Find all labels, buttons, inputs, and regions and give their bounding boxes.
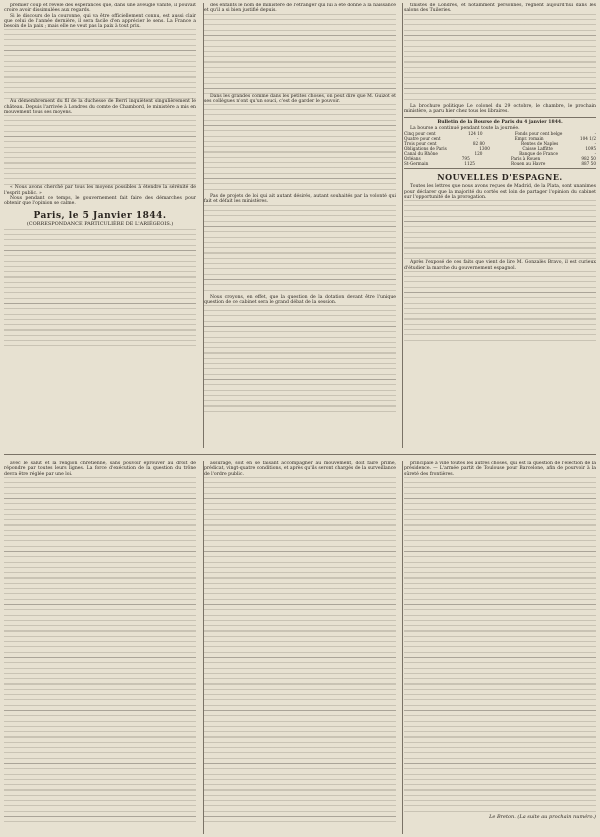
bourse-cell: Canal du Rhône <box>404 151 438 157</box>
column-rule <box>402 3 403 448</box>
paragraph: tinistes de Londres, et notamment personnes, regnent aujourd'hui dans les salons des Tuileries. <box>404 3 596 14</box>
bourse-row <box>404 161 596 166</box>
body-text-block <box>404 14 596 104</box>
bourse-cell: Orléans <box>404 156 421 162</box>
paragraph: des enfants le nom de ministère de l'étranger qui lui a été donné à la naissance et qu'il a si bien justifié depuis. <box>204 3 396 14</box>
bourse-cell: Empr. romain <box>514 136 544 142</box>
paragraph: Au démembrement du fil de la duchesse de Berri inquiètent singulièrement le château. Depuis l'arrivée à Londres du comte de Chambord, le ministère a mis en mouvement tous ses moyens. <box>4 99 196 116</box>
paragraph: avec le salut et la religion chrétienne, sans pouvoir éprouver au droit de répondre par toutes leurs lignes. La force d'exécution de la question du trône devra être réglée par une loi. <box>4 461 196 477</box>
bourse-cell: Banque de France <box>519 151 558 157</box>
bourse-cell: - <box>594 131 596 137</box>
column-rule <box>203 461 204 834</box>
body-text-block <box>404 271 596 341</box>
bourse-cell: 1300 <box>479 146 490 152</box>
bourse-cell: 887 50 <box>581 161 596 167</box>
bourse-cell: 1095 <box>585 146 596 152</box>
bourse-cell: 82 80 <box>472 141 485 147</box>
quote-paragraph: « Nous avons cherché par tous les moyens possibles à étendre la sérénité de l'esprit public. » <box>4 185 196 196</box>
bourse-title: Bulletin de la Bourse de Paris du 4 janvier 1844. <box>437 120 563 126</box>
paragraph: Si le discours de la couronne, qui va être officiellement connu, est aussi clair que celui de l'année dernière, il sera facile d'en apprécier le sens. La France a besoin de la paix ; mais elle ne veut pas la paix à tout prix. <box>4 13 196 30</box>
bourse-cell: Rentes de Naples <box>521 141 559 147</box>
column-2 <box>204 3 396 448</box>
body-text-block <box>404 200 596 260</box>
paragraph: Toutes les lettres que nous avons reçues de Madrid, de la Plata, sont unanimes pour déclarer que la majorité du cortès est loin de partager l'opinion du cabinet sur l'opportunité de la prorogation. <box>404 184 596 201</box>
body-text-block <box>404 477 596 812</box>
bourse-cell: Trois pour cent <box>404 141 437 147</box>
body-text-block <box>204 205 396 295</box>
dateline: Paris, le 5 Janvier 1844. (CORRESPONDANCE PARTICULIÈRE DE L'ARIÉGEOIS.) <box>26 210 174 227</box>
bourse-cell: Obligations de Paris <box>404 146 447 152</box>
body-text-block <box>4 477 196 827</box>
paragraph: Nous croyons, en effet, que la question de la dotation devant être l'unique question de ce cabinet sera le grand débat de la session. <box>204 294 396 306</box>
bourse-cell: - <box>594 141 596 147</box>
bourse-cell: Fonds pour cent belge <box>514 131 563 137</box>
body-text-block <box>204 14 396 94</box>
top-columns <box>4 3 596 448</box>
bourse-cell: 795 <box>461 156 470 162</box>
bourse-cell: 982 50 <box>581 156 596 162</box>
column-rule <box>203 3 204 448</box>
bourse-table <box>404 131 596 166</box>
body-text-block <box>4 29 196 99</box>
bourse-cell: 120 <box>474 151 483 157</box>
section-divider <box>4 454 596 455</box>
bourse-intro: La bourse a continué pendant toute la journée. <box>410 126 520 132</box>
paragraph: Dans les grandes comme dans les petites choses, on peut dire que M. Guizot et ses collègues n'ont qu'un souci, c'est de garder le pouvoir. <box>204 93 396 104</box>
bottom-column-1 <box>4 461 196 834</box>
bourse-cell: Cinq pour cent <box>404 131 436 137</box>
paragraph: Pas de projets de loi qui ait autant désirés, autant souhaités par la volonté qui fait et défait les ministères. <box>204 194 396 205</box>
body-text-block <box>4 229 196 349</box>
bottom-columns <box>4 461 596 834</box>
body-text-block <box>204 477 396 827</box>
body-text-block <box>4 115 196 185</box>
bourse-cell: Rouen au Havre <box>510 161 546 167</box>
paragraph: La brochure politique Le colonel du 29 octobre, le chambre, le prochain ministère, a paru hier chez tous les libraires. <box>404 103 596 114</box>
paragraph: principale à ville toutes les autres choses, qui est la question de l'élection de la présidence. — L'armée partit de Toulouse pour Barcelone, afin de pourvoir à la sûreté des frontières. <box>404 461 596 477</box>
section-title: NOUVELLES D'ESPAGNE. <box>437 172 563 183</box>
paragraph: Après l'exposé de ces faits que vient de lire M. Gonzalès Bravo, il est curieux d'étudier la marche du gouvernement espagnol. <box>404 260 596 271</box>
bourse-cell: Quatre pour cent <box>404 136 441 142</box>
paragraph: assurage, soit en se faisant accompagner au mouvement, doit faire prime, prédicat, vingt-quatre conditions, et après qu'ils seront chargés de la surveillance de l'ordre public. <box>204 461 396 477</box>
bottom-column-3 <box>404 461 596 834</box>
signature: Le Breton. (La suite au prochain numéro.) <box>489 813 596 820</box>
body-text-block <box>204 305 396 415</box>
column-1 <box>4 3 196 448</box>
paragraph: Nous pendant ce temps, le gouvernement fait faire des démarches pour obtenir que l'opinion se calme. <box>4 195 196 207</box>
newspaper-page <box>4 3 596 834</box>
bourse-cell: 104 1/2 <box>579 136 596 142</box>
bourse-cell: 1125 <box>464 161 475 167</box>
bourse-cell: Paris à Rouen <box>510 156 541 162</box>
column-3 <box>404 3 596 448</box>
bourse-bulletin <box>404 117 596 169</box>
bourse-cell: - <box>594 151 596 157</box>
bourse-cell: Caisse Laffitte <box>522 146 553 152</box>
bourse-cell: - <box>476 136 479 142</box>
bottom-column-2 <box>204 461 396 834</box>
bourse-cell: 124 10 <box>467 131 483 137</box>
intro-paragraph: premier coup et révèle des espérances que, dans une aveugle vanité, il pouvait croire avoir dissimulées aux regards. <box>4 3 196 14</box>
body-text-block <box>204 104 396 194</box>
bourse-cell: St-Germain <box>404 161 429 167</box>
column-rule <box>402 461 403 834</box>
